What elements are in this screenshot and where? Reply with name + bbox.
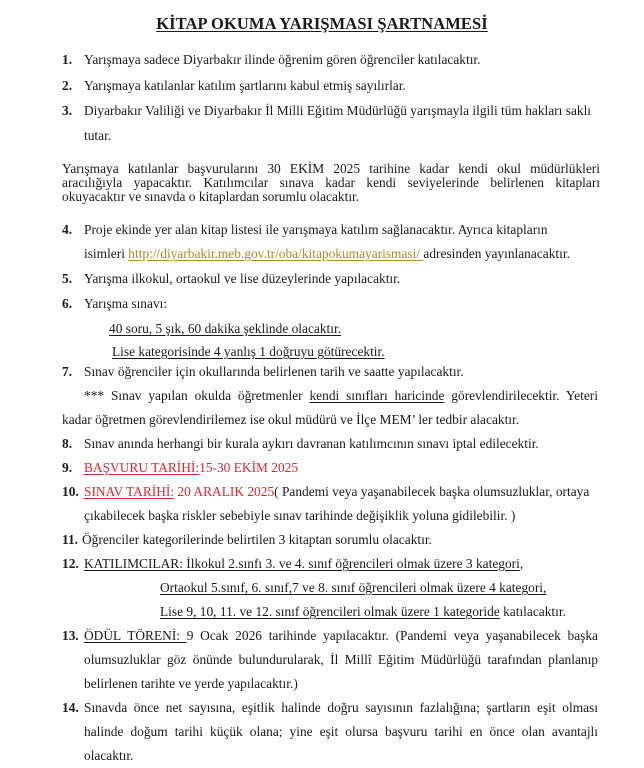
note-prefix: *** Sınav yapılan okulda öğretmenler (84, 388, 310, 403)
paragraph-line: okuyacaktır ve sınavda o kitaplardan sorumlu olacaktır. (62, 189, 360, 204)
award-text: 9 Ocak 2026 tarihinde yapılacaktır. (Pandemi veya yaşanabilecek başka (186, 628, 598, 643)
note-suffix: görevlendirilecektir. Yeteri (444, 388, 598, 403)
item-number: 7. (62, 364, 73, 379)
item-3-text-cont: tutar. (84, 128, 112, 143)
application-date-label: BAŞVURU TARİHİ: (84, 460, 200, 475)
item-7-note-cont: kadar öğretmen görevlendirilemez ise okul müdürü ve İlçe MEM’ ler tedbir alacaktır. (62, 412, 520, 427)
item-number: 3. (62, 103, 73, 118)
paragraph-line: aracılığıyla yapacaktır. Katılımcılar sınava kadar kendi seviyelerinde belirlenen kitapları (62, 175, 600, 190)
participants-line-1 (84, 556, 523, 572)
item-number: 14. (62, 700, 79, 715)
item-4-text: Proje ekinde yer alan kitap listesi ile yarışmaya katılım sağlanacaktır. Ayrıca kitapların (84, 222, 548, 237)
item-7-note (84, 388, 598, 404)
paragraph-line: Yarışmaya katılanlar başvurularını 30 EKİM 2025 tarihine kadar kendi okul müdürlükleri (62, 161, 600, 176)
item-number: 4. (62, 222, 73, 237)
note-underlined: kendi sınıfları haricinde (309, 388, 445, 403)
item-number: 12. (62, 556, 79, 571)
item-number: 5. (62, 271, 73, 286)
page-title: KİTAP OKUMA YARIŞMASI ŞARTNAMESİ (156, 14, 488, 33)
item-number: 9. (62, 460, 73, 475)
item-number: 8. (62, 436, 73, 451)
item-8-text: Sınav anında herhangi bir kurala aykırı davranan katılımcının sınavı iptal edilecektir. (84, 436, 539, 451)
exam-date (84, 484, 589, 500)
award-line-2: olumsuzluklar göz önünde bulundurularak, İl Millî Eğitim Müdürlüğü tarafından planlanıp (84, 652, 598, 667)
item-number: 13. (62, 628, 79, 643)
item-6-text: Yarışma sınavı: (84, 296, 168, 311)
participants-middle: Ortaokul 5.sınıf, 6. sınıf,7 ve 8. sınıf öğrencileri olmak üzere 4 kategori, (160, 580, 547, 595)
comma: , (519, 556, 524, 571)
competition-link[interactable]: http://diyarbakir.meb.gov.tr/oba/kitapokumayarismasi/ (128, 246, 424, 261)
application-date-value: 15-30 EKİM 2025 (199, 460, 299, 475)
item-7-text: Sınav öğrenciler için okullarında belirlenen tarih ve saatte yapılacaktır. (84, 364, 464, 379)
item-3-text: Diyarbakır Valiliği ve Diyarbakır İl Milli Eğitim Müdürlüğü yarışmayla ilgili tüm hakları saklı (84, 103, 592, 118)
item-4-text-cont (84, 246, 570, 262)
award-line-1 (84, 628, 598, 644)
item-number: 6. (62, 296, 73, 311)
tiebreak-line-3: olacaktır. (84, 748, 134, 763)
item-5-text: Yarışma ilkokul, ortaokul ve lise düzeylerinde yapılacaktır. (84, 271, 401, 286)
item-6-sub-2: Lise kategorisinde 4 yanlış 1 doğruyu götürecektir. (112, 344, 385, 359)
tiebreak-line-1: Sınavda önce net sayısına, eşitlik halinde doğru sayısının fazlalığına; şartların eşit olması (84, 700, 598, 715)
item-10-text-cont: çıkabilecek başka riskler sebebiyle sınav tarihinde değişiklik yoluna gidilebilir. ) (84, 508, 516, 523)
exam-date-value: 20 ARALIK 2025 (174, 484, 275, 499)
participants-suffix: katılacaktır. (499, 604, 566, 619)
item-2-text: Yarışmaya katılanlar katılım şartlarını kabul etmiş sayılırlar. (84, 78, 406, 93)
tiebreak-line-2: halinde doğum tarihi küçük olana; yine eşit olursa başvuru tarihi en önce olan avantajlı (84, 724, 598, 739)
item-1-text: Yarışmaya sadece Diyarbakır ilinde öğrenim gören öğrenciler katılacaktır. (84, 52, 481, 67)
participants-primary: KATILIMCILAR: İlkokul 2.sınfı 3. ve 4. sınıf öğrencileri olmak üzere 3 kategori (84, 556, 520, 571)
award-line-3: belirlenen tarihte ve yerde yapılacaktır.) (84, 676, 298, 691)
item-4-suffix: adresinden yayınlanacaktır. (423, 246, 570, 261)
item-number: 10. (62, 484, 79, 499)
item-4-prefix: isimleri (84, 246, 129, 261)
item-number: 11. (62, 532, 78, 547)
participants-high: Lise 9, 10, 11. ve 12. sınıf öğrencileri olmak üzere 1 kategoride (160, 604, 500, 619)
application-date (84, 460, 298, 476)
award-label: ÖDÜL TÖRENİ: (84, 628, 187, 643)
exam-date-label: SINAV TARİHİ: (84, 484, 175, 499)
item-number: 1. (62, 52, 73, 67)
item-11-text: Öğrenciler kategorilerinde belirtilen 3 kitaptan sorumlu olacaktır. (82, 532, 432, 547)
participants-line-3 (160, 604, 566, 620)
item-number: 2. (62, 78, 73, 93)
item-6-sub-1: 40 soru, 5 şık, 60 dakika şeklinde olacaktır. (109, 321, 342, 336)
exam-date-note: ( Pandemi veya yaşanabilecek başka olumsuzluklar, ortaya (274, 484, 590, 499)
